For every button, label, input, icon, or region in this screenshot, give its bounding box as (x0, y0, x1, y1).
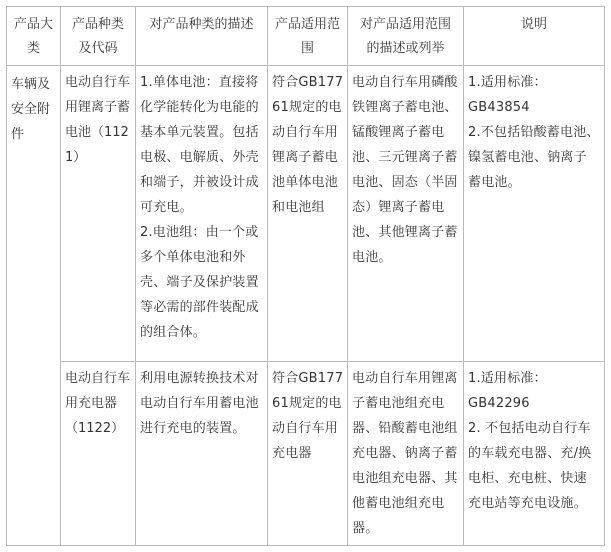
scope-cell: 符合GB177 61规定的电 动自行车用 锂离子蓄电 池单体电池 和电池组 (268, 66, 348, 362)
notes-cell: 1.适用标准： GB42296 2. 不包括电动自行车 的车载充电器、充/换 电柜、充电桩、快速 充电站等充电设施。 (464, 362, 605, 546)
table-row (7, 362, 605, 546)
scope-list-cell: 电动自行车用锂离 子蓄电池组充电 器、铅酸蓄电池组 充电器、钠离子蓄 电池组充电器、其 他蓄电池组充电 器。 (348, 362, 464, 546)
header-scope-description: 对产品适用范围 的描述或列举 (348, 7, 464, 66)
table-row (7, 66, 605, 362)
scope-cell: 符合GB177 61规定的电 动自行车用 充电器 (268, 362, 348, 546)
notes-cell: 1.适用标准： GB43854 2.不包括铅酸蓄电池、 镍氢蓄电池、钠离子 蓄电池。 (464, 66, 605, 362)
scope-list-cell: 电动自行车用磷酸 铁锂离子蓄电池、 锰酸锂离子蓄电 池、三元锂离子蓄 电池、固态（半固 态）锂离子蓄电 池、其他锂离子蓄 电池。 (348, 66, 464, 362)
product-type-cell: 电动自行车 用充电器 （1122） (61, 362, 136, 546)
category-cell: 车辆及 安全附 件 (7, 66, 61, 546)
header-row (7, 7, 605, 66)
product-catalog-table (6, 6, 605, 546)
type-description-cell: 利用电源转换技术对 电动自行车用蓄电池 进行充电的装置。 (136, 362, 268, 546)
type-description-cell: 1.单体电池：直接将 化学能转化为电能的 基本单元装置。包括 电极、电解质、外壳 和端子，并被设计成 可充电。 2.电池组：由一个或 多个单体电池和外 壳、端子及保护装置 等必需的部件装配成 的组合体。 (136, 66, 268, 362)
header-product-category: 产品大 类 (7, 7, 61, 66)
header-notes: 说明 (464, 7, 605, 66)
header-applicable-scope: 产品适用范 围 (268, 7, 348, 66)
header-product-type-code: 产品种类 及代码 (61, 7, 136, 66)
product-type-cell: 电动自行车 用锂离子蓄 电池（112 1） (61, 66, 136, 362)
header-type-description: 对产品种类的描述 (136, 7, 268, 66)
